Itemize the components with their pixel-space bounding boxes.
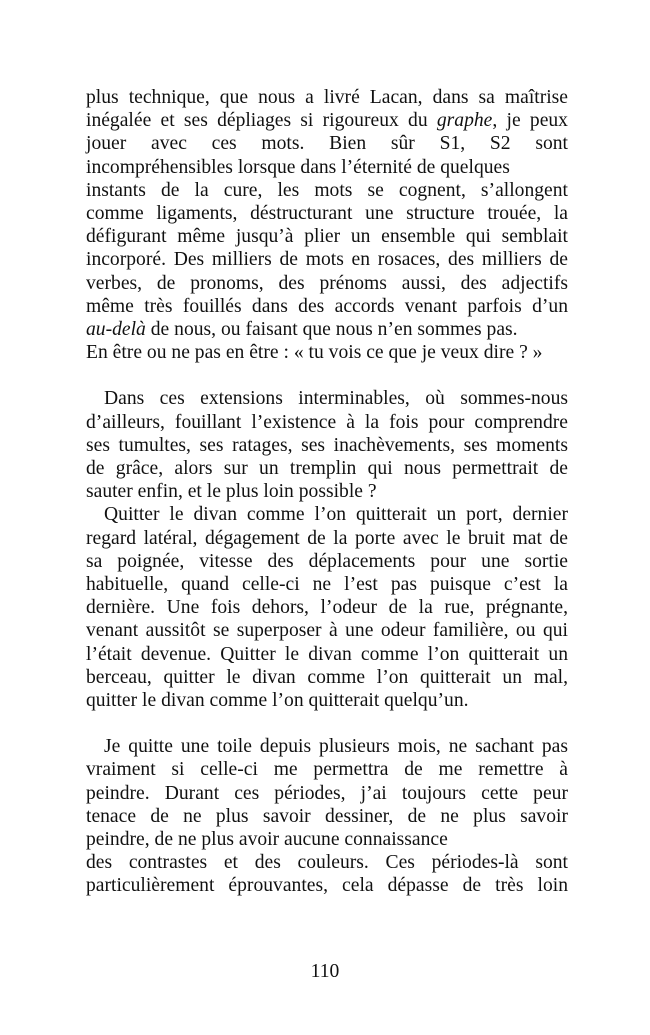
text-line: En être ou ne pas en être : « tu vois ce que je veux dire ? »: [86, 342, 543, 364]
text-line: dernière. Une fois dehors, l’odeur de la rue, prégnante,: [86, 597, 568, 619]
paragraph: [86, 86, 568, 364]
text-line: des contrastes et des couleurs. Ces périodes-là sont: [86, 852, 568, 874]
italic-term: au-delà: [86, 318, 146, 340]
text-line: verbes, de pronoms, des prénoms aussi, des adjectifs: [86, 272, 568, 294]
italic-term: graphe: [436, 110, 493, 132]
text-line: particulièrement éprouvantes, cela dépasse de très loin: [86, 875, 568, 897]
text-line: Dans ces extensions interminables, où sommes-nous: [104, 388, 568, 410]
paragraph-gap: [86, 364, 568, 387]
text-line: même très fouillés dans des accords venant parfois d’un: [86, 295, 568, 317]
text-line: comme ligaments, déstructurant une structure trouée, la: [86, 202, 568, 224]
text-line: peindre, de ne plus avoir aucune connaissance: [86, 829, 448, 850]
text-line: Je quitte une toile depuis plusieurs mois, ne sachant pas: [104, 736, 568, 758]
text-line: [86, 109, 568, 132]
paragraph: [86, 735, 568, 897]
text-line: plus technique, que nous a livré Lacan, dans sa maîtrise: [86, 87, 568, 108]
text-line: peindre. Durant ces périodes, j’ai toujours cette peur: [86, 782, 568, 804]
text-line: venant aussitôt se superposer à une odeur familière, ou qui: [86, 620, 568, 642]
text-line: de grâce, alors sur un tremplin qui nous permettrait de: [86, 458, 568, 479]
page-number: 110: [310, 961, 340, 982]
text-line: incorporé. Des milliers de mots en rosaces, des milliers de: [86, 249, 568, 271]
text-line: berceau, quitter le divan comme l’on quitterait un mal,: [86, 666, 568, 688]
text-line: sa poignée, vitesse des déplacements pour une sortie: [86, 550, 568, 572]
paragraph: [86, 387, 568, 712]
paragraph-gap: [86, 712, 568, 735]
text-line: [86, 318, 568, 341]
text-run: , je peux: [492, 110, 568, 132]
text-line: tenace de ne plus savoir dessiner, de ne plus savoir: [86, 805, 568, 827]
text-line: sauter enfin, et le plus loin possible ?: [86, 481, 377, 503]
text-line: habituelle, quand celle-ci ne l’est pas puisque c’est la: [86, 573, 568, 595]
book-page-text: [86, 86, 568, 898]
text-line: jouer avec ces mots. Bien sûr S1, S2 sont: [86, 133, 568, 155]
text-line: ses tumultes, ses ratages, ses inachèvements, ses moments: [86, 434, 568, 456]
text-line: vraiment si celle-ci me permettra de me remettre à: [86, 759, 568, 781]
text-line: regard latéral, dégagement de la porte avec le bruit mat de: [86, 527, 568, 549]
text-line: instants de la cure, les mots se cognent, s’allongent: [86, 179, 568, 201]
text-line: d’ailleurs, fouillant l’existence à la fois pour comprendre: [86, 411, 568, 433]
text-run: inégalée et ses dépliages si rigoureux du: [86, 110, 437, 132]
text-line: Quitter le divan comme l’on quitterait un port, dernier: [104, 504, 568, 526]
text-run: de nous, ou faisant que nous n’en sommes pas.: [145, 318, 518, 340]
text-line: défigurant même jusqu’à plier un ensemble qui semblait: [86, 226, 568, 248]
text-line: l’était devenue. Quitter le divan comme l’on quitterait un: [86, 643, 568, 665]
text-line: incompréhensibles lorsque dans l’éternité de quelques: [86, 156, 510, 178]
text-line: quitter le divan comme l’on quitterait quelqu’un.: [86, 689, 469, 711]
